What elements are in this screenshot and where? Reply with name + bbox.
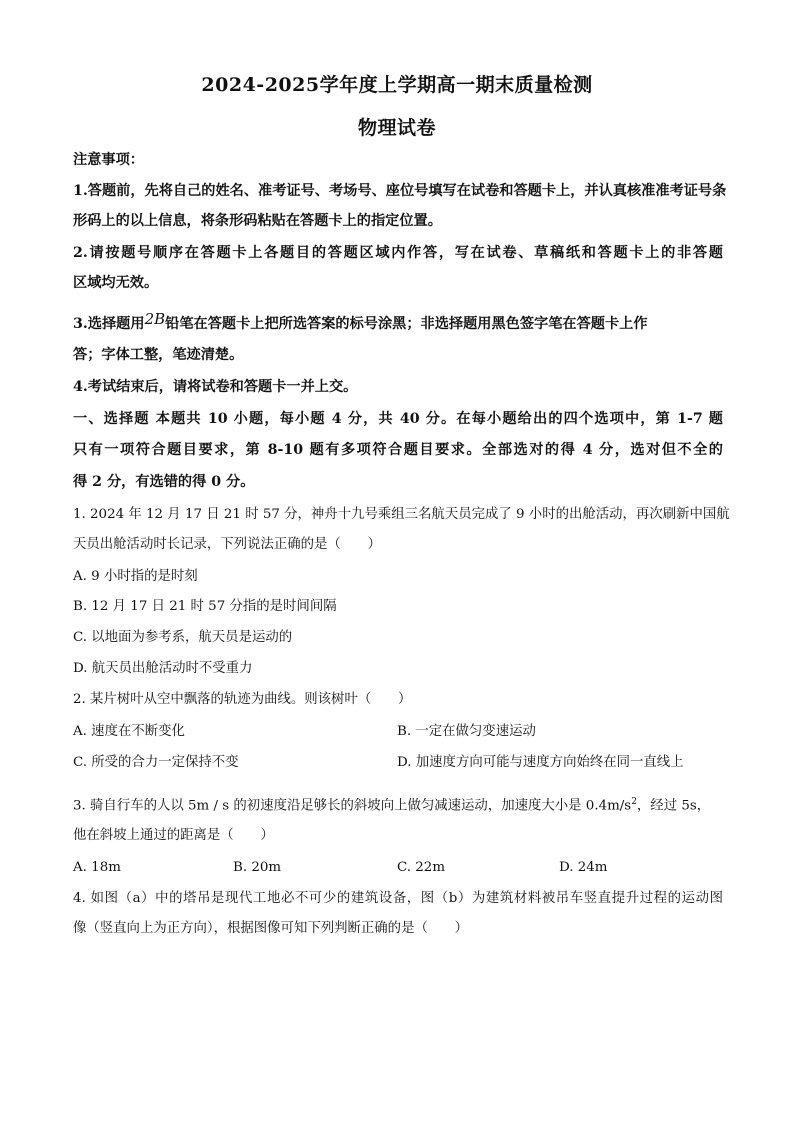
notice-item-3-prefix: 3.选择题用: [73, 316, 145, 332]
notice-item-1-line-2: 形码上的以上信息，将条形码粘贴在答题卡上的指定位置。: [73, 213, 442, 229]
question-2-option-a: A. 速度在不断变化: [73, 724, 185, 739]
question-1-option-b: B. 12 月 17 日 21 时 57 分指的是时间间隔: [73, 599, 337, 614]
section-1-instructions-line-3: 得 2 分，有选错的得 0 分。: [73, 474, 255, 490]
notice-item-2-line-2: 区域均无效。: [73, 275, 159, 291]
pencil-grade-math: 2B: [144, 310, 166, 328]
notice-item-1-line-1: 1.答题前，先将自己的姓名、准考证号、考场号、座位号填写在试卷和答题卡上，并认真核准准考证号条: [73, 183, 727, 199]
question-2-option-d: D. 加速度方向可能与速度方向始终在同一直线上: [397, 755, 684, 770]
exam-subtitle: 物理试卷: [357, 117, 436, 139]
question-3-option-a: A. 18m: [73, 860, 121, 875]
exam-title: 2024-2025学年度上学期高一期末质量检测: [201, 74, 593, 96]
question-3-option-c: C. 22m: [397, 860, 446, 875]
notice-item-3-suffix: 铅笔在答题卡上把所选答案的标号涂黑；非选择题用黑色签字笔在答题卡上作: [165, 316, 648, 332]
question-1-stem-line-2: 天员出舱活动时长记录，下列说法正确的是（ ）: [73, 537, 381, 552]
notice-heading: 注意事项：: [73, 152, 144, 168]
question-4-stem-line-2: 像（竖直向上为正方向），根据图像可知下列判断正确的是（ ）: [73, 921, 469, 936]
notice-item-4: 4.考试结束后，请将试卷和答题卡一并上交。: [73, 379, 358, 395]
notice-item-3-line-1: [73, 310, 723, 334]
question-1-option-d: D. 航天员出舱活动时不受重力: [73, 661, 253, 676]
question-1-stem-line-1: 1. 2024 年 12 月 17 日 21 时 57 分，神舟十九号乘组三名航天员完成了 9 小时的出舱活动，再次刷新中国航: [73, 507, 730, 522]
question-1-option-c: C. 以地面为参考系，航天员是运动的: [73, 630, 293, 645]
question-3-option-d: D. 24m: [559, 860, 608, 875]
notice-item-2-line-1: 2.请按题号顺序在答题卡上各题目的答题区域内作答，写在试卷、草稿纸和答题卡上的非答题: [73, 245, 723, 261]
question-4-stem-line-1: 4. 如图（a）中的塔吊是现代工地必不可少的建筑设备，图（b）为建筑材料被吊车竖直提升过程的运动图: [73, 891, 723, 906]
question-3-stem-part-b: ，经过 5s，: [636, 798, 711, 814]
question-2-option-b: B. 一定在做匀变速运动: [397, 724, 536, 739]
exponent: 2: [631, 797, 637, 807]
question-3-stem-part-a: 3. 骑自行车的人以 5m / s 的初速度沿足够长的斜坡向上做匀减速运动，加速度大小是 0.4m/s: [73, 798, 632, 814]
question-3-option-b: B. 20m: [233, 860, 282, 875]
section-1-instructions-line-2: 只有一项符合题目要求，第 8-10 题有多项符合题目要求。全部选对的得 4 分，选对但不全的: [73, 442, 723, 458]
question-2-stem: 2. 某片树叶从空中飘落的轨迹为曲线。则该树叶（ ）: [73, 692, 412, 707]
notice-item-3-line-2: 答；字体工整，笔迹清楚。: [73, 347, 244, 363]
question-2-option-c: C. 所受的合力一定保持不变: [73, 755, 239, 770]
question-1-option-a: A. 9 小时指的是时刻: [73, 569, 198, 584]
section-1-instructions-line-1: 一、选择题 本题共 10 小题，每小题 4 分，共 40 分。在每小题给出的四个选项中，第 1-7 题: [73, 411, 723, 427]
question-3-stem-line-1: [73, 792, 723, 816]
question-3-stem-line-2: 他在斜坡上通过的距离是（ ）: [73, 828, 274, 843]
